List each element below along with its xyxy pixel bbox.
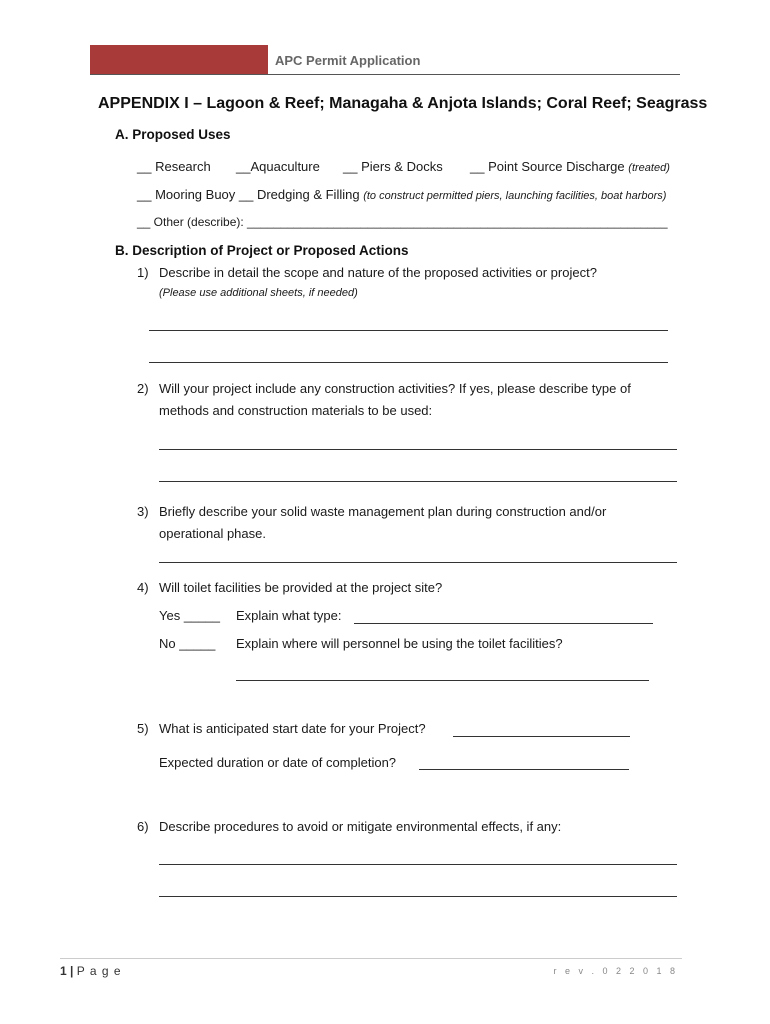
q1-number: 1) [137, 265, 149, 280]
header-rule [90, 74, 680, 75]
q2-number: 2) [137, 381, 149, 396]
q4-no-explain-line[interactable] [236, 680, 649, 681]
q1-answer-line-1[interactable] [149, 330, 668, 331]
appendix-title: APPENDIX I – Lagoon & Reef; Managaha & Anjota Islands; Coral Reef; Seagrass [98, 95, 708, 112]
q4-yes-field[interactable]: Yes _____ [159, 608, 220, 623]
q5-completion-label: Expected duration or date of completion? [159, 755, 397, 770]
q4-no-field[interactable]: No _____ [159, 636, 216, 651]
page-separator: | [70, 964, 74, 978]
header-color-bar [90, 45, 268, 75]
page-label: P a g e [76, 964, 122, 978]
q6-answer-line-1[interactable] [159, 864, 677, 865]
option-point-source[interactable] [470, 159, 670, 174]
q1-answer-line-2[interactable] [149, 362, 668, 363]
q5-number: 5) [137, 721, 149, 736]
q5-start-date-line[interactable] [453, 736, 630, 737]
option-point-source-note: (treated) [628, 162, 670, 174]
revision-code: r e v . 0 2 2 0 1 8 [553, 966, 678, 976]
q6-answer-line-2[interactable] [159, 896, 677, 897]
option-mooring-dredging[interactable] [137, 187, 666, 202]
q1-note: (Please use additional sheets, if needed) [159, 287, 358, 299]
q4-yes-explain-label: Explain what type: [236, 608, 342, 623]
q1-text: Describe in detail the scope and nature of the proposed activities or project? [159, 265, 597, 280]
option-other-describe[interactable]: __ Other (describe): _______________________________________________________________ [137, 215, 668, 229]
q3-text-line-2: operational phase. [159, 526, 266, 541]
q2-answer-line-2[interactable] [159, 481, 677, 482]
q2-text-line-2: methods and construction materials to be used: [159, 403, 433, 418]
q2-text-line-1: Will your project include any construction activities? If yes, please describe type of [159, 381, 631, 396]
option-aquaculture[interactable]: __Aquaculture [236, 159, 320, 174]
q6-text: Describe procedures to avoid or mitigate environmental effects, if any: [159, 819, 562, 834]
header-title: APC Permit Application [275, 53, 421, 68]
q4-number: 4) [137, 580, 149, 595]
q3-answer-line[interactable] [159, 562, 677, 563]
section-b-heading: B. Description of Project or Proposed Actions [115, 243, 409, 258]
page-number-value: 1 [60, 964, 67, 978]
option-piers-docks[interactable]: __ Piers & Docks [343, 159, 443, 174]
option-mooring-dredging-label: __ Mooring Buoy __ Dredging & Filling [137, 187, 360, 202]
option-dredging-note: (to construct permitted piers, launching facilities, boat harbors) [363, 190, 667, 202]
q4-yes-explain-line[interactable] [354, 623, 653, 624]
q2-answer-line-1[interactable] [159, 449, 677, 450]
page-number [60, 964, 122, 978]
q4-text: Will toilet facilities be provided at the project site? [159, 580, 443, 595]
q3-number: 3) [137, 504, 149, 519]
q5-completion-line[interactable] [419, 769, 629, 770]
q4-no-explain-label: Explain where will personnel be using the toilet facilities? [236, 636, 563, 651]
q5-start-date-label: What is anticipated start date for your Project? [159, 721, 426, 736]
footer-rule [60, 958, 682, 959]
section-a-heading: A. Proposed Uses [115, 127, 231, 142]
q3-text-line-1: Briefly describe your solid waste management plan during construction and/or [159, 504, 607, 519]
q6-number: 6) [137, 819, 149, 834]
option-point-source-label: __ Point Source Discharge [470, 159, 625, 174]
option-research[interactable]: __ Research [137, 159, 211, 174]
